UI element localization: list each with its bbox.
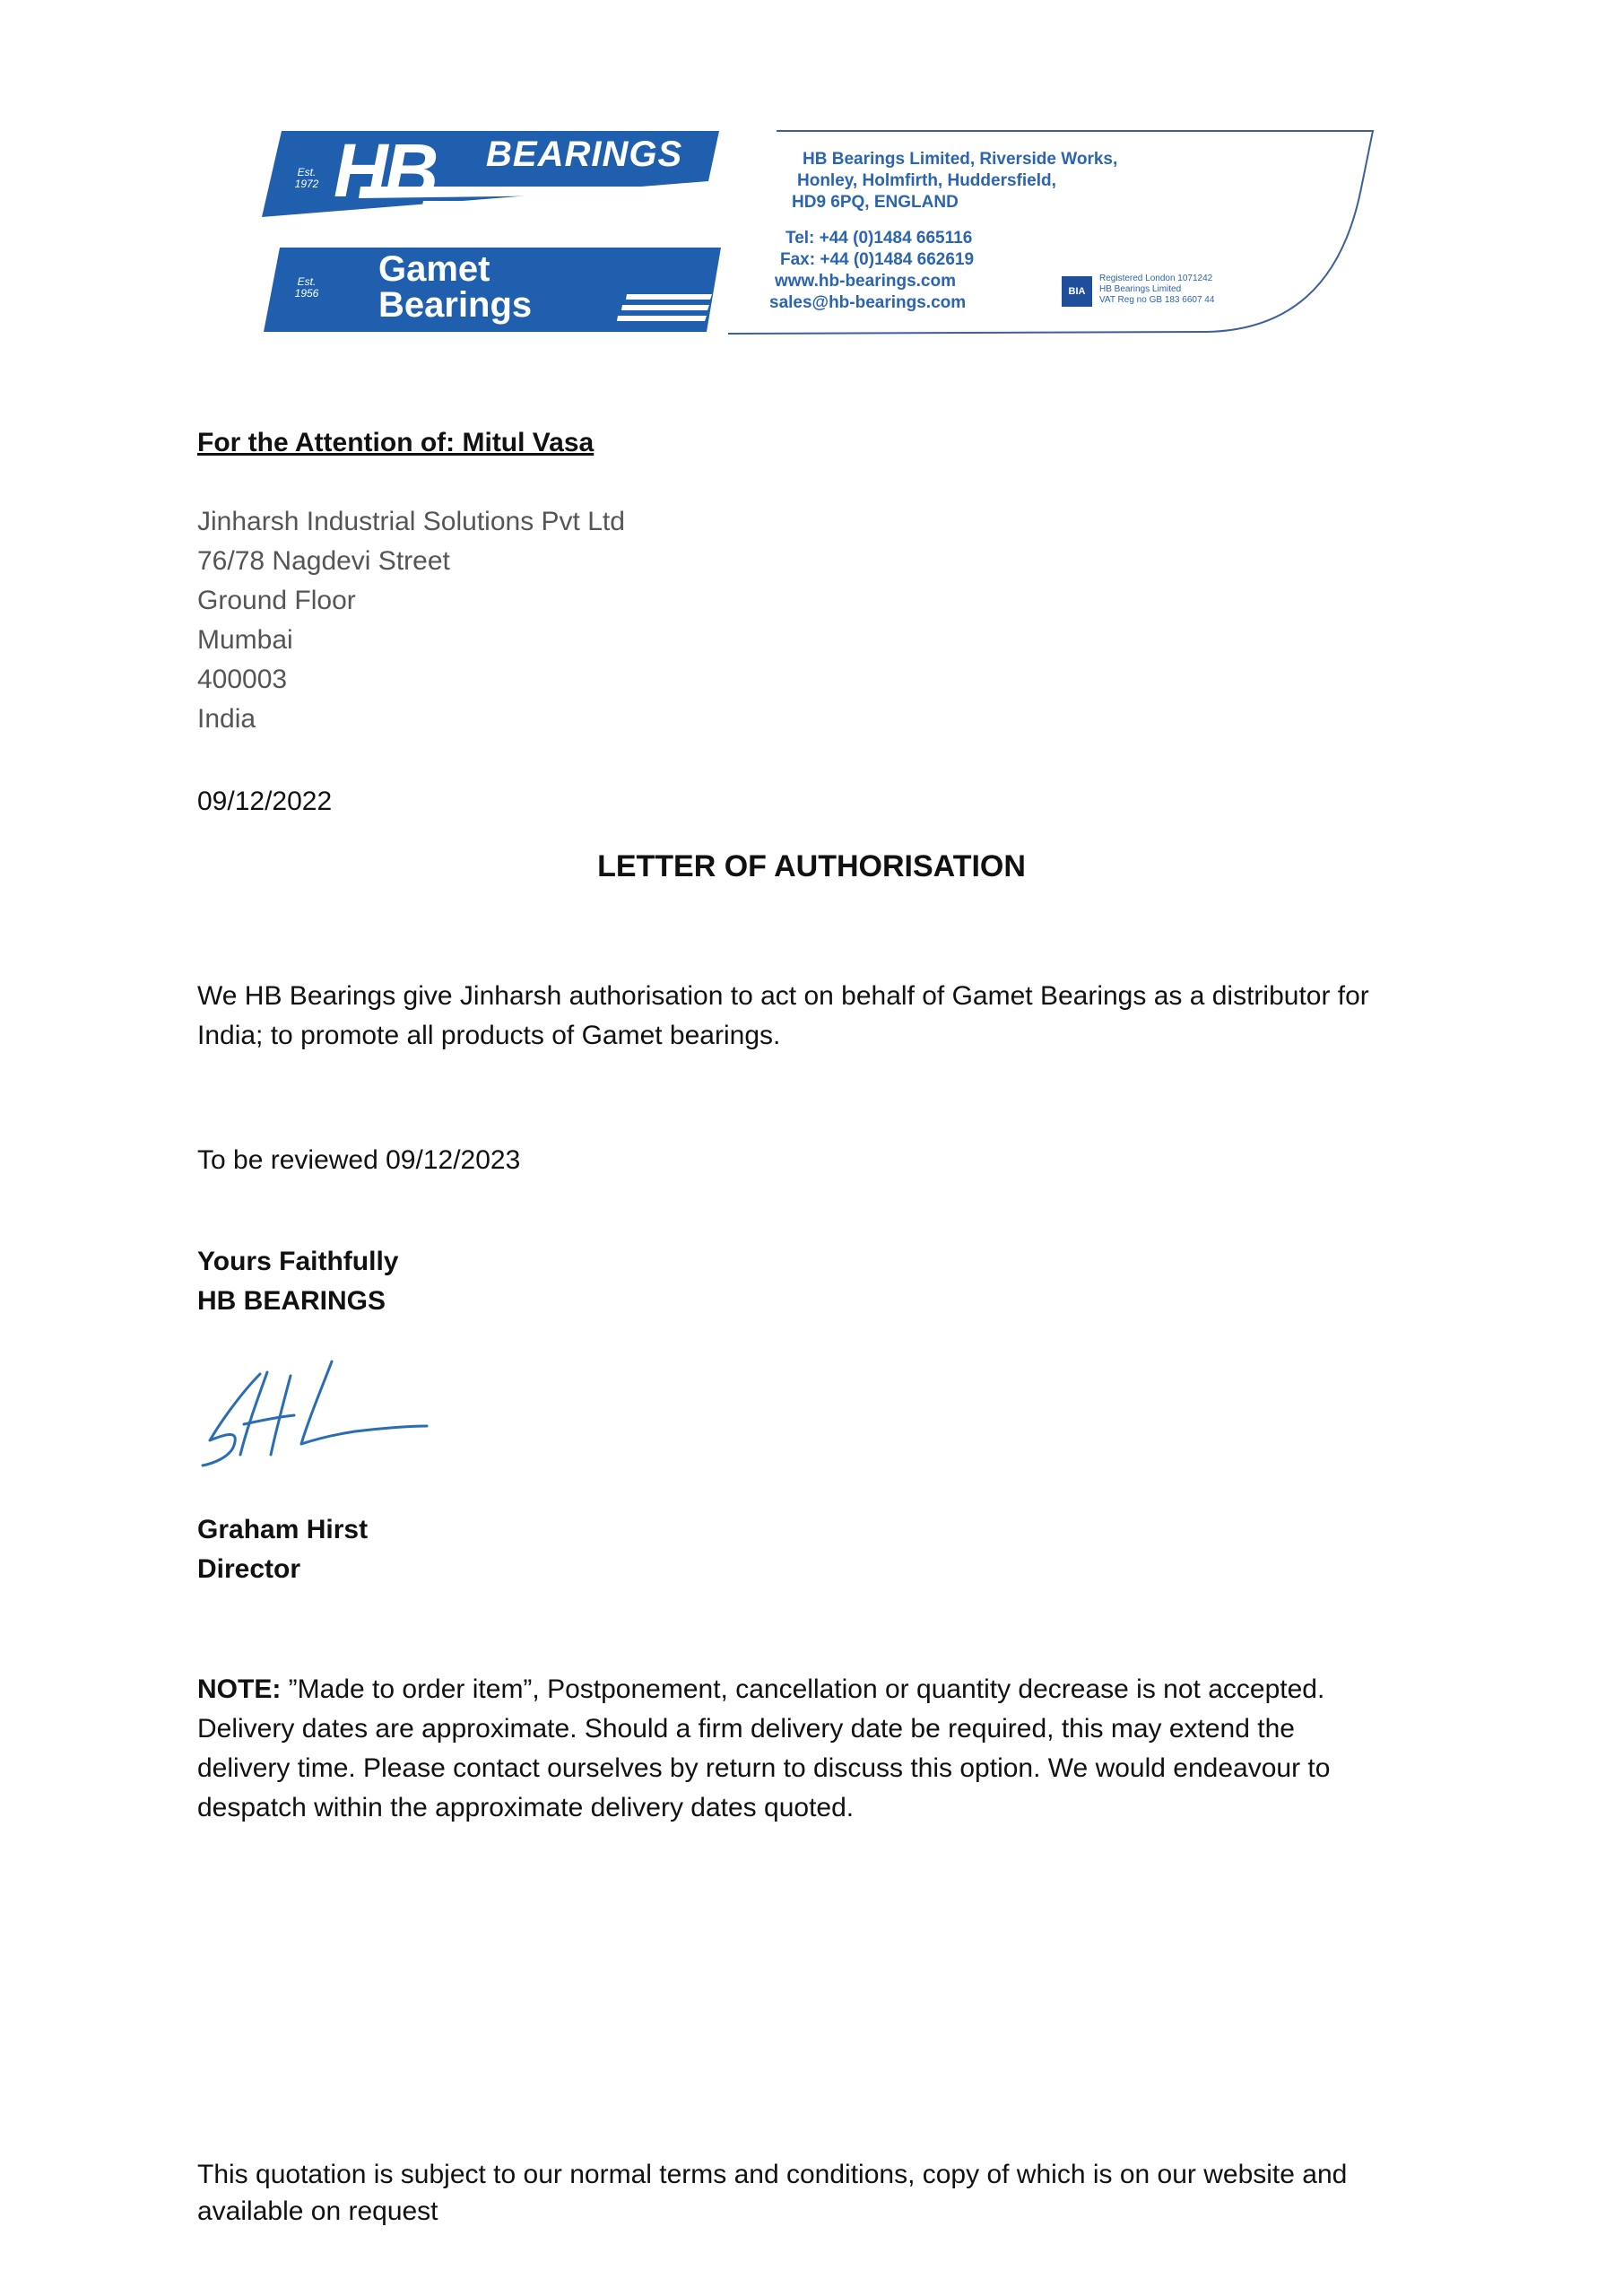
hb-bearings-logo <box>262 128 719 221</box>
signatory-block <box>197 1510 368 1589</box>
recipient-line-1: Jinharsh Industrial Solutions Pvt Ltd <box>197 507 625 536</box>
signature-image <box>197 1354 439 1471</box>
gamet-est-year: 1956 <box>294 287 319 300</box>
note-label: NOTE: <box>197 1674 282 1704</box>
body-line-2: India; to promote all products of Gamet bearings. <box>197 1021 781 1050</box>
recipient-line-6: India <box>197 704 256 734</box>
footer-terms <box>197 2156 1347 2230</box>
note-line-2: Delivery dates are approximate. Should a firm delivery date be required, this may extend the <box>197 1714 1295 1744</box>
closing-company: HB BEARINGS <box>197 1286 386 1316</box>
hb-est-year: 1972 <box>294 178 319 190</box>
closing-salutation: Yours Faithfully <box>197 1247 399 1276</box>
bia-badge-icon: BIA <box>1062 276 1092 307</box>
registration-info <box>1099 274 1214 306</box>
hb-est-label: Est. <box>297 166 317 178</box>
recipient-line-3: Ground Floor <box>197 586 356 615</box>
body-line-1: We HB Bearings give Jinharsh authorisation to act on behalf of Gamet Bearings as a distributor for <box>197 981 1369 1011</box>
review-date: To be reviewed 09/12/2023 <box>197 1145 521 1175</box>
attention-line: For the Attention of: Mitul Vasa <box>197 428 595 457</box>
registration-line-3: VAT Reg no GB 183 6607 44 <box>1099 295 1215 305</box>
footer-line-2: available on request <box>197 2196 438 2226</box>
note-line-1 <box>197 1670 1330 1709</box>
registration-line-2: HB Bearings Limited <box>1099 284 1182 294</box>
hb-initials: HB <box>334 128 436 213</box>
registration-line-1: Registered London 1071242 <box>1099 274 1213 283</box>
address-line-2: Honley, Holmfirth, Huddersfield, <box>797 171 1056 190</box>
note-line-1-text: ”Made to order item”, Postponement, cancellation or quantity decrease is not accepted. <box>281 1674 1325 1704</box>
signatory-name: Graham Hirst <box>197 1515 369 1544</box>
company-address <box>792 149 1118 213</box>
body-paragraph <box>197 977 1369 1056</box>
fax-number: Fax: +44 (0)1484 662619 <box>780 250 975 269</box>
address-line-3: HD9 6PQ, ENGLAND <box>792 193 959 212</box>
tel-number: Tel: +44 (0)1484 665116 <box>785 229 973 248</box>
letter-title: LETTER OF AUTHORISATION <box>597 849 1026 883</box>
website-link[interactable]: www.hb-bearings.com <box>775 272 956 291</box>
gamet-est-label: Est. <box>297 275 317 288</box>
hb-bearings-word: BEARINGS <box>486 135 683 174</box>
letter-date: 09/12/2022 <box>197 787 333 816</box>
footer-line-1: This quotation is subject to our normal terms and conditions, copy of which is on our website and <box>197 2160 1348 2189</box>
company-contacts <box>769 228 975 314</box>
note-line-4: despatch within the approximate delivery dates quoted. <box>197 1793 855 1822</box>
note-paragraph <box>197 1670 1330 1828</box>
address-line-1: HB Bearings Limited, Riverside Works, <box>803 150 1118 169</box>
recipient-line-2: 76/78 Nagdevi Street <box>197 546 450 576</box>
closing-block <box>197 1242 398 1321</box>
email-link[interactable]: sales@hb-bearings.com <box>769 293 967 312</box>
gamet-line1: Gamet <box>378 249 490 289</box>
note-line-3: delivery time. Please contact ourselves by return to discuss this option. We would endeavour to <box>197 1753 1331 1783</box>
gamet-line2: Bearings <box>378 285 533 325</box>
recipient-address <box>197 502 625 739</box>
recipient-line-5: 400003 <box>197 665 288 694</box>
signatory-title: Director <box>197 1554 301 1584</box>
recipient-line-4: Mumbai <box>197 625 293 655</box>
gamet-bearings-logo <box>264 248 721 334</box>
